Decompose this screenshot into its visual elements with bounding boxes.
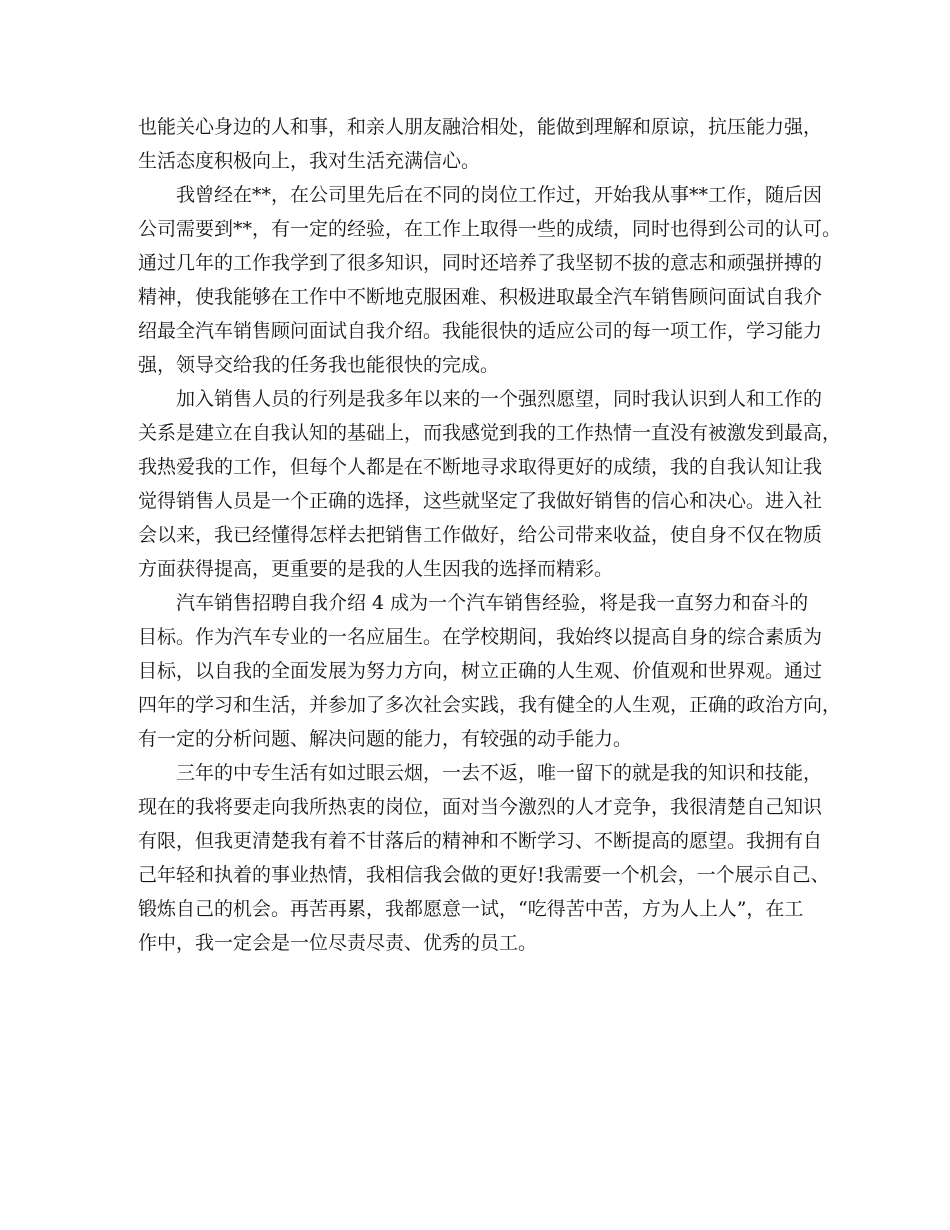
text-line: 觉得销售人员是一个正确的选择，这些就坚定了我做好销售的信心和决心。进入社 xyxy=(138,490,823,512)
text-line: 己年轻和执着的事业热情，我相信我会做的更好!我需要一个机会，一个展示自己、 xyxy=(138,864,830,886)
text-line: 有限，但我更清楚我有着不甘落后的精神和不断学习、不断提高的愿望。我拥有自 xyxy=(138,830,823,852)
text-line: 锻炼自己的机会。再苦再累，我都愿意一试，“吃得苦中苦，方为人上人”，在工 xyxy=(138,898,804,920)
paragraph-start-line: 我曾经在**，在公司里先后在不同的岗位工作过，开始我从事**工作，随后因 xyxy=(176,184,823,206)
text-line: 四年的学习和生活，并参加了多次社会实践，我有健全的人生观，正确的政治方向， xyxy=(138,694,842,716)
text-line: 会以来，我已经懂得怎样去把销售工作做好，给公司带来收益，使自身不仅在物质 xyxy=(138,524,823,546)
paragraph-start-line: 加入销售人员的行列是我多年以来的一个强烈愿望，同时我认识到人和工作的 xyxy=(176,388,823,410)
document-body xyxy=(138,110,842,960)
text-line: 精神，使我能够在工作中不断地克服困难、积极进取最全汽车销售顾问面试自我介 xyxy=(138,286,823,308)
text-line: 现在的我将要走向我所热衷的岗位，面对当今激烈的人才竞争，我很清楚自己知识 xyxy=(138,796,823,818)
text-line: 我热爱我的工作，但每个人都是在不断地寻求取得更好的成绩，我的自我认知让我 xyxy=(138,456,823,478)
paragraph-start-line: 三年的中专生活有如过眼云烟，一去不返，唯一留下的就是我的知识和技能， xyxy=(176,762,823,784)
text-line: 公司需要到**，有一定的经验，在工作上取得一些的成绩，同时也得到公司的认可。 xyxy=(138,218,842,240)
text-line: 强，领导交给我的任务我也能很快的完成。 xyxy=(138,354,500,376)
text-line: 目标。作为汽车专业的一名应届生。在学校期间，我始终以提高自身的综合素质为 xyxy=(138,626,823,648)
paragraph-start-line: 汽车销售招聘自我介绍 4 成为一个汽车销售经验，将是我一直努力和奋斗的 xyxy=(176,592,809,614)
text-line: 通过几年的工作我学到了很多知识，同时还培养了我坚韧不拔的意志和顽强拼搏的 xyxy=(138,252,823,274)
text-line: 关系是建立在自我认知的基础上，而我感觉到我的工作热情一直没有被激发到最高， xyxy=(138,422,842,444)
text-line: 绍最全汽车销售顾问面试自我介绍。我能很快的适应公司的每一项工作，学习能力 xyxy=(138,320,823,342)
text-line: 也能关心身边的人和事，和亲人朋友融洽相处，能做到理解和原谅，抗压能力强， xyxy=(138,116,823,138)
text-line: 有一定的分析问题、解决问题的能力，有较强的动手能力。 xyxy=(138,728,633,750)
text-line: 生活态度积极向上，我对生活充满信心。 xyxy=(138,150,481,172)
text-line: 方面获得提高，更重要的是我的人生因我的选择而精彩。 xyxy=(138,558,614,580)
text-line: 目标，以自我的全面发展为努力方向，树立正确的人生观、价值观和世界观。通过 xyxy=(138,660,823,682)
text-line: 作中，我一定会是一位尽责尽责、优秀的员工。 xyxy=(138,932,538,954)
